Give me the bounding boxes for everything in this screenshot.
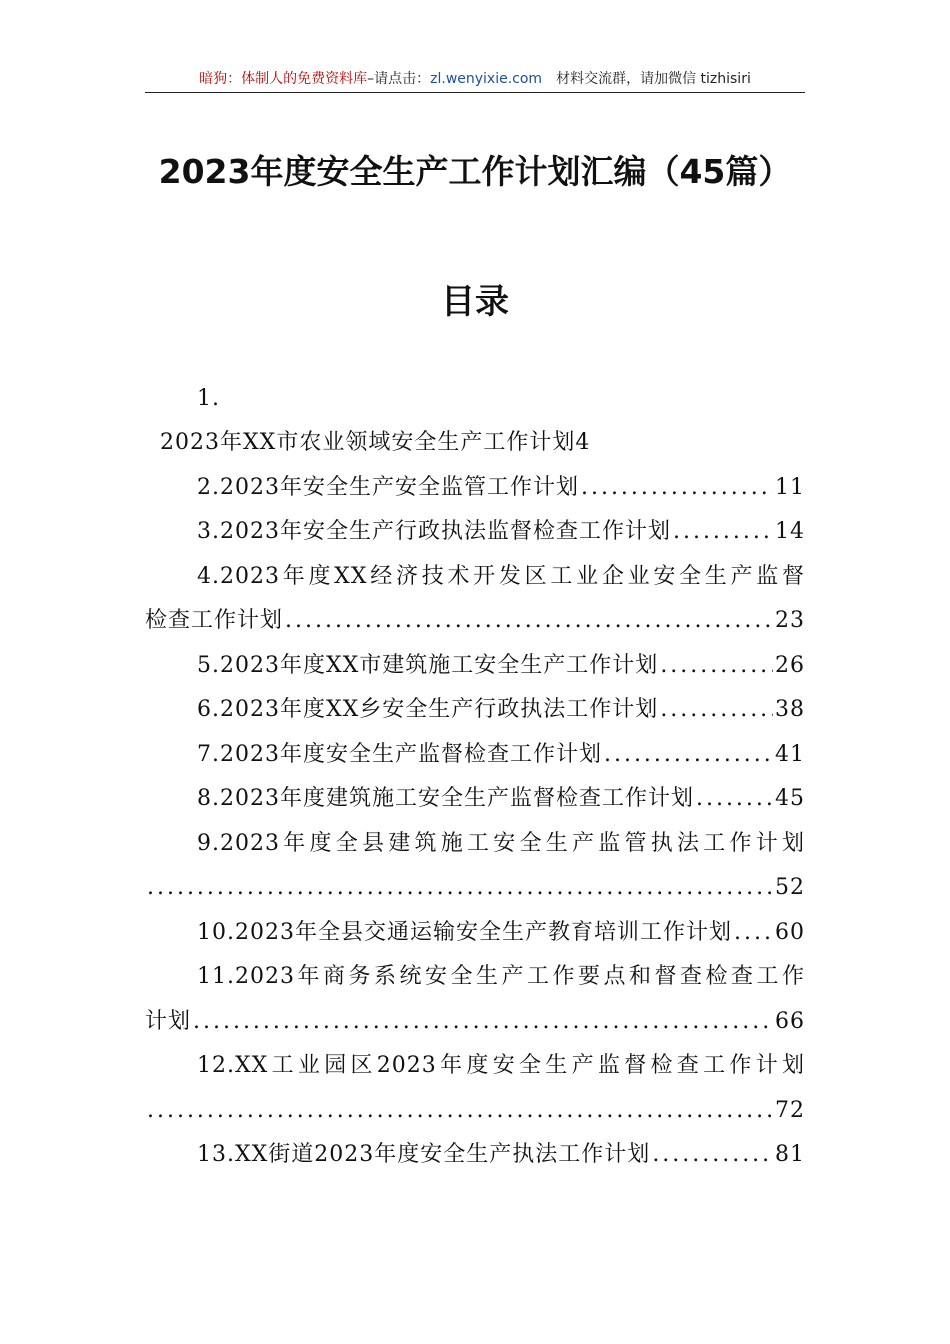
header-prompt: –请点击： [367,71,431,87]
toc-entry-text: 13.XX街道2023年度安全生产执法工作计划 [197,1142,651,1167]
toc-entry-page: 66 [775,1009,805,1034]
toc-entry-text: 6.2023年度XX乡安全生产行政执法工作计划 [197,697,659,722]
toc-entry-11[interactable] [145,960,805,994]
toc-entry-text: 2023年XX市农业领域安全生产工作计划 [160,430,576,455]
dot-leader [581,471,773,505]
toc-entry-2[interactable] [145,471,805,505]
dot-leader [285,604,773,638]
toc-entry-page: 14 [775,519,805,544]
toc-entry-text: 计划 [145,1009,192,1034]
toc-entry-text: 5.2023年度XX市建筑施工安全生产工作计划 [197,653,659,678]
toc-entry-text: 7.2023年度安全生产监督检查工作计划 [197,742,602,767]
toc-entry-text: 10.2023年全县交通运输安全生产教育培训工作计划 [197,920,732,945]
toc-entry-text: 4.2023年度XX经济技术开发区工业企业安全生产监督 [197,564,805,589]
toc-entry-text: 检查工作计划 [145,608,284,633]
toc-entry-5[interactable] [145,649,805,683]
toc-entry-13[interactable] [145,1138,805,1172]
toc-entry-page: 45 [775,786,805,811]
toc-entry-page: 41 [775,742,805,767]
toc-entry-text: 3.2023年安全生产行政执法监督检查工作计划 [197,519,671,544]
toc-entry-12-cont[interactable] [145,1094,805,1128]
header-link[interactable]: zl.wenyixie.com [430,71,543,87]
toc-entry-text: 11.2023年商务系统安全生产工作要点和督查检查工作 [197,964,805,989]
header-brand: 暗狗：体制人的免费资料库 [199,71,368,87]
toc-entry-page: 11 [775,475,805,500]
toc-entry-page: 38 [775,697,805,722]
toc-entry-page: 23 [775,608,805,633]
toc-entry-7[interactable] [145,738,805,772]
toc-entry-text: 2.2023年安全生产安全监管工作计划 [197,475,579,500]
dot-leader [660,649,773,683]
toc-entry-9-cont[interactable] [145,871,805,905]
toc-entry-page: 26 [775,653,805,678]
toc-entry-page: 4 [575,430,591,455]
toc-entry-text: 12.XX工业园区2023年度安全生产监督检查工作计划 [197,1053,805,1078]
toc-entry-page: 81 [775,1142,805,1167]
dot-leader [734,916,773,950]
toc-entry-3[interactable] [145,515,805,549]
toc-entry-1[interactable] [160,426,590,460]
toc-entry-page: 72 [775,1098,805,1123]
header-contact: 材料交流群，请加微信 tizhisiri [556,71,751,87]
toc-entry-page: 60 [775,920,805,945]
dot-leader [696,782,773,816]
toc-entry-1-number: 1. [197,386,220,411]
toc-entry-6[interactable] [145,693,805,727]
dot-leader [673,515,773,549]
document-title: 2023年度安全生产工作计划汇编（45篇） [158,152,792,191]
dot-leader [604,738,773,772]
toc-entry-4-cont[interactable] [145,604,805,638]
toc-entry-text: 9.2023年度全县建筑施工安全生产监管执法工作计划 [197,831,805,856]
toc-entry-11-cont[interactable] [145,1005,805,1039]
dot-leader [147,1094,773,1128]
toc-entry-8[interactable] [145,782,805,816]
dot-leader [660,693,773,727]
dot-leader [193,1005,773,1039]
toc-entry-page: 52 [775,875,805,900]
toc-entry-4[interactable] [145,560,805,594]
toc-entry-10[interactable] [145,916,805,950]
toc-heading: 目录 [441,282,509,322]
dot-leader [147,871,773,905]
toc-entry-text: 8.2023年度建筑施工安全生产监督检查工作计划 [197,786,694,811]
toc-entry-9[interactable] [145,827,805,861]
toc-entry-12[interactable] [145,1049,805,1083]
page-header [145,68,805,93]
dot-leader [652,1138,773,1172]
